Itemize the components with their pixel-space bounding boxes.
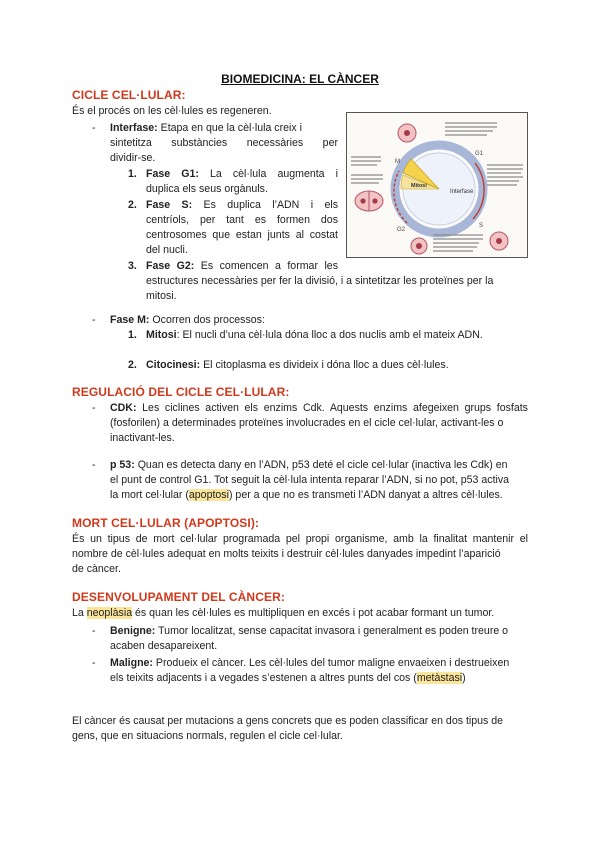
- g1-label: Fase G1:: [146, 168, 199, 180]
- citocinesi-number: 2.: [128, 359, 137, 371]
- s-text-1: Es duplica l’ADN i els: [203, 199, 338, 211]
- maligne-line-2: [110, 671, 466, 686]
- benigne-text-1: Tumor localitzat, sense capacitat invasora i generalment es poden treure o: [158, 625, 509, 637]
- heading-mort-cellular: MORT CEL·LULAR (APOPTOSI):: [72, 516, 260, 530]
- interfase-text-1: Etapa en que la cèl·lula creix i: [160, 122, 302, 134]
- nucleus-icon: [372, 198, 377, 203]
- m-label-fig: M: [395, 159, 400, 165]
- final-line-2: gens, que en situacions normals, regulen el cicle cel·lular.: [72, 730, 343, 742]
- cicle-intro: És el procés on les cèl·lules es regeneren.: [72, 105, 272, 117]
- maligne-text-2a: els teixits adjacents i a vegades s’estenen a altres punts del cos (: [110, 672, 417, 684]
- g1-text-1: La cèl·lula augmenta i: [209, 168, 338, 180]
- g2-label-fig: G2: [397, 227, 406, 233]
- maligne-text-1: Produeix el càncer. Les cèl·lules del tumor maligne envaeixen i destrueixen: [155, 657, 510, 669]
- benigne-line-2: acaben desapareixent.: [110, 640, 218, 652]
- neoplasia-line: [72, 606, 494, 621]
- g2-text-1: Es comencen a formar les: [200, 260, 338, 272]
- interfase-label: Interfase:: [110, 122, 158, 134]
- final-line-1: El càncer és causat per mutacions a gens concrets que es poden classificar en dos tipus de: [72, 715, 504, 727]
- bullet-marker: -: [92, 314, 96, 326]
- mitosi-text: : El nucli d’una cèl·lula dóna lloc a dos nuclis amb el mateix ADN.: [176, 329, 483, 341]
- cdk-line-3: inactivant-les.: [110, 432, 175, 444]
- maligne-line-1: [110, 656, 528, 671]
- g2-number: 3.: [128, 260, 137, 272]
- nucleus-icon: [360, 198, 365, 203]
- heading-regulacio: REGULACIÓ DEL CICLE CEL·LULAR:: [72, 385, 290, 399]
- interfase-line-2: sintetitza substàncies necessàries per: [110, 137, 338, 149]
- p53-line-3: [110, 488, 503, 503]
- benigne-label: Benigne:: [110, 625, 156, 637]
- g2-label: Fase G2:: [146, 260, 195, 272]
- p53-line-1: [110, 458, 528, 473]
- g2-line-1: [146, 259, 338, 274]
- p53-text-1: Quan es detecta dany en l’ADN, p53 deté el cicle cel·lular (inactiva les Cdk) en: [137, 459, 508, 471]
- p53-line-2: el punt de control G1. Tot seguit la cèl·lula intenta reparar l’ADN, si no pot, p53 activa: [110, 474, 510, 486]
- apoptosi-line-1: És un tipus de mort cel·lular programada pel propi organisme, amb la finalitat mantenir el: [72, 533, 528, 545]
- s-line-3: centrosomes que estan junts al costat: [146, 229, 338, 241]
- metastasi-highlight: metàstasi: [416, 672, 463, 684]
- g2-line-3: mitosi.: [146, 290, 177, 302]
- cell-cycle-diagram: [346, 112, 528, 258]
- s-label: Fase S:: [146, 199, 193, 211]
- cdk-label: CDK:: [110, 402, 137, 414]
- g1-number: 1.: [128, 168, 137, 180]
- benigne-line-1: [110, 624, 528, 639]
- nucleus-icon: [404, 130, 410, 136]
- nucleus-icon: [416, 243, 422, 249]
- neoplasia-text-b: és quan les cèl·lules es multipliquen en excés i pot acabar formant un tumor.: [132, 607, 495, 619]
- cell-cycle-figure: [347, 113, 528, 258]
- p53-label: p 53:: [110, 459, 135, 471]
- mitosi-label-fig: Mitosi: [411, 183, 427, 189]
- cdk-text-1: Les ciclines activen els enzims Cdk. Aquests enzims afegeixen grups fosfats: [142, 402, 528, 414]
- p53-text-3a: la mort cel·lular (: [110, 489, 189, 501]
- g1-line-2: duplica els seus orgànuls.: [146, 183, 268, 195]
- citocinesi-label: Citocinesi:: [146, 359, 201, 371]
- maligne-label: Maligne:: [110, 657, 153, 669]
- s-line-2: centríols, per tant es formen dos: [146, 214, 338, 226]
- interfase-line-3: dividir-se.: [110, 152, 156, 164]
- g2-line-2: estructures necessàries per fer la divisió, i a sintetitzar les proteïnes per la: [146, 275, 494, 287]
- cdk-line-2: (fosforilen) a determinades proteïnes involucrades en el cicle cel·lular, activant-les o: [110, 417, 504, 429]
- g1-line-1: [146, 167, 338, 182]
- fase-m-line: [110, 313, 265, 328]
- heading-cicle-cellular: CICLE CEL·LULAR:: [72, 88, 186, 102]
- mitosi-number: 1.: [128, 329, 137, 341]
- bullet-marker: -: [92, 459, 96, 471]
- interfase-line-1: [110, 121, 338, 136]
- apoptosi-line-2: nombre de cèl·lules adequat en molts teixits i destruir cèl·lules danyades impedint l’aparició: [72, 548, 501, 560]
- bullet-marker: -: [92, 402, 96, 414]
- p53-text-3b: ) per a que no es transmeti l’ADN danyat a altres cèl·lules.: [228, 489, 503, 501]
- interfase-label-fig: Interfase: [450, 189, 474, 195]
- heading-desenvolupament: DESENVOLUPAMENT DEL CÀNCER:: [72, 590, 285, 604]
- nucleus-icon: [496, 238, 502, 244]
- maligne-text-2b: ): [462, 672, 466, 684]
- g1-label-fig: G1: [475, 151, 484, 157]
- s-line-1: [146, 198, 338, 213]
- s-number: 2.: [128, 199, 137, 211]
- bullet-marker: -: [92, 657, 96, 669]
- citocinesi-text: El citoplasma es divideix i dóna lloc a dues cèl·lules.: [203, 359, 449, 371]
- s-label-fig: S: [479, 223, 484, 229]
- neoplasia-highlight: neoplàsia: [86, 607, 133, 619]
- apoptosi-highlight: apoptosi: [188, 489, 229, 501]
- mitosi-label: Mitosi: [146, 329, 177, 341]
- bullet-marker: -: [92, 625, 96, 637]
- neoplasia-text-a: La: [72, 607, 87, 619]
- fase-m-label: Fase M:: [110, 314, 150, 326]
- page-title: BIOMEDICINA: EL CÀNCER: [221, 72, 379, 86]
- citocinesi-line: [146, 358, 449, 373]
- mitosi-line: [146, 328, 483, 343]
- fase-m-text: Ocorren dos processos:: [152, 314, 265, 326]
- apoptosi-line-3: de càncer.: [72, 563, 121, 575]
- cdk-line-1: [110, 401, 528, 416]
- s-line-4: del nucli.: [146, 244, 188, 256]
- bullet-marker: -: [92, 122, 96, 134]
